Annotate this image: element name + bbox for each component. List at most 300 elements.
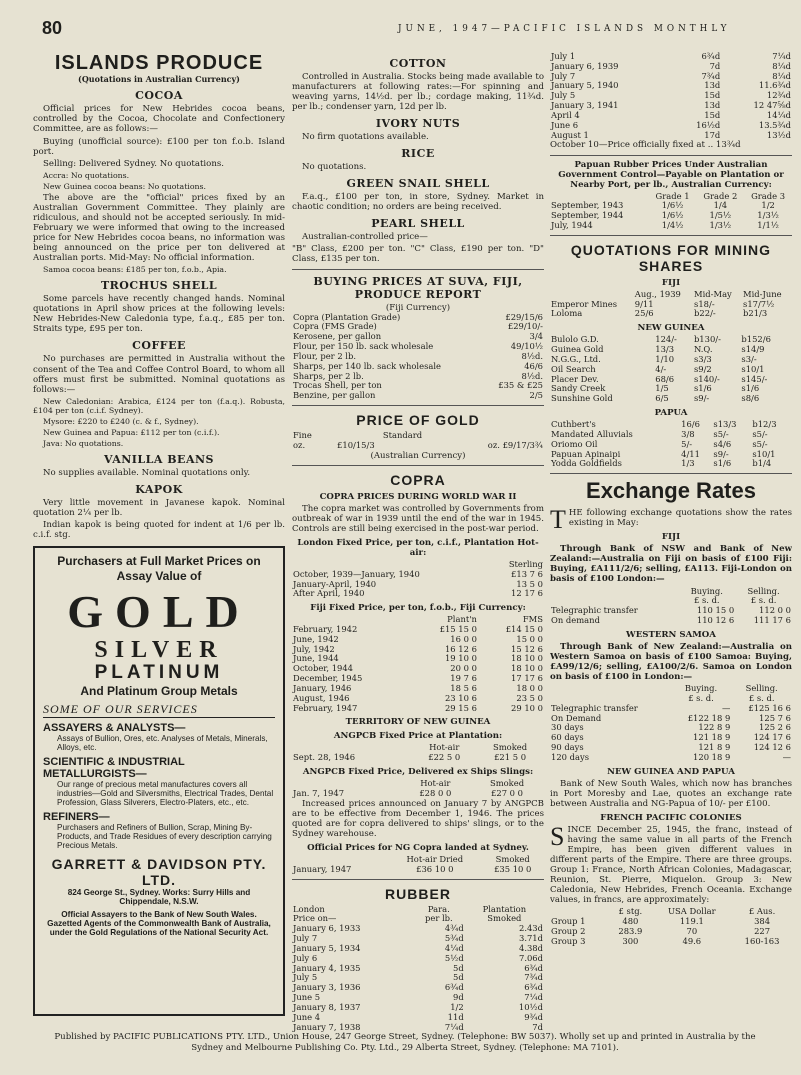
ad-service1-title: ASSAYERS & ANALYSTS—	[43, 722, 186, 735]
copra-london-head: London Fixed Price, per ton, c.i.f., Plantation Hot-air:	[297, 537, 539, 558]
buying: 110 15 0	[696, 605, 735, 616]
copra-p1: The copra market was controlled by Governments from outbreak of war in 1939 until the end of the war in 1945. Controls are still being exercised in the post-war period.	[292, 503, 544, 534]
term: Telegraphic transfer	[551, 702, 638, 713]
mid-may: s3/3	[693, 353, 712, 364]
green-snail-p1: F.a.q., £100 per ton, in store, Sydney. Market in chaotic condition; no orders are being received.	[292, 192, 544, 213]
gold-currency: (Australian Currency)	[370, 450, 466, 461]
plantation: 18 5 6	[450, 682, 477, 693]
suva-currency: (Fiji Currency)	[385, 302, 451, 313]
lsd-label: £ s. d.	[748, 692, 775, 703]
fms: 29 10 0	[511, 702, 543, 713]
fms: 15 0 0	[516, 633, 543, 644]
copra-angpcb2: ANGPCB Fixed Price, Delivered ex Ships Slings:	[302, 767, 534, 778]
ad-silver: SILVER	[94, 636, 224, 663]
page-number: 80	[42, 18, 63, 38]
cocoa-p3: Selling: Delivered Sydney. No quotations.	[43, 158, 225, 169]
exchange-ngp: NEW GUINEA AND PAPUA	[607, 766, 735, 777]
mid-may: N.Q.	[693, 344, 713, 355]
aug-1939: 68/6	[655, 373, 675, 384]
item: Sharps, per 140 lb. sack wholesale	[293, 360, 441, 371]
islands-produce-subtitle: (Quotations in Australian Currency)	[78, 74, 240, 84]
mid-june: b1/4	[752, 458, 772, 469]
grade-label: Grade 1	[655, 190, 690, 201]
company: Cuthbert's	[551, 419, 596, 430]
syd-hotair: £36 10 0	[416, 863, 454, 874]
date: February, 1942	[293, 624, 358, 634]
table-row	[292, 391, 544, 401]
date: January 6, 1933	[293, 923, 361, 934]
plantation: 3.71d	[518, 933, 543, 944]
group: Group 1	[551, 915, 586, 926]
aug-1939: 124/-	[655, 334, 677, 345]
plantation: 20 0 0	[450, 663, 477, 674]
company: Sunshine Gold	[551, 393, 613, 404]
price: £35 & £25	[498, 380, 543, 391]
term: 60 days	[551, 732, 584, 743]
term: 90 days	[551, 741, 584, 752]
para: 15d	[704, 90, 721, 101]
item: Trocas Shell, per ton	[293, 380, 382, 391]
item: Sharps, per 2 lb.	[293, 370, 364, 381]
aug-1939: 25/6	[634, 308, 654, 319]
suva-heading: BUYING PRICES AT SUVA, FIJI, PRODUCE REPORT	[313, 274, 523, 301]
suva-table	[292, 313, 544, 401]
mid-may: s140/-	[693, 373, 720, 384]
company: Oil Search	[551, 363, 596, 374]
fpc-dropcap: S	[550, 821, 565, 851]
table-row	[550, 937, 792, 947]
aug-1939: 5/-	[681, 438, 693, 449]
date: January 5, 1934	[293, 942, 361, 953]
table-row	[292, 704, 544, 714]
currency-label: USA Dollar	[668, 906, 716, 917]
kapok-heading: KAPOK	[135, 483, 183, 497]
plantation: 8¼d	[772, 60, 791, 71]
cocoa-p6: The above are the "official" prices fixed by an Australian Government Committee. They plainly are ridiculous, and should not be accepted seriously. In mid-February we were informed that owing to the increased price for New Hebrides cocoa beans, no information was being announced on the price per ton delivered at Australian ports. Mid-May: No official information.	[33, 192, 285, 264]
exchange-ngp-p: Bank of New South Wales, which now has branches in Port Moresby and Lae, quotes an exchange rate between Australia and NG-Papua of 10/- per £100.	[550, 778, 792, 809]
cocoa-p1: Official prices for New Hebrides cocoa beans, controlled by the Cocoa, Chocolate and Confectionery Committee, are as follows:—	[33, 104, 285, 135]
copra-london-table	[292, 560, 544, 599]
buying: —	[721, 702, 731, 713]
ang2-hotair: £28 0 0	[419, 787, 452, 798]
grade3: 1/1½	[757, 219, 779, 230]
usa-dollar: 49.6	[682, 935, 702, 946]
fpc-table	[550, 907, 792, 946]
selling: 125 7 6	[759, 712, 791, 723]
cocoa-heading: COCOA	[135, 89, 183, 103]
ad-service2-title: SCIENTIFIC & INDUSTRIAL METALLURGISTS—	[43, 756, 185, 781]
aug-1939: 13/3	[655, 344, 675, 355]
period-label: Aug., 1939	[634, 288, 681, 299]
date: July, 1942	[293, 643, 335, 654]
buying: 121 8 9	[698, 741, 731, 752]
para: 6¾d	[444, 982, 464, 993]
plantation: 7.06d	[518, 952, 543, 963]
copra-subheading: COPRA PRICES DURING WORLD WAR II	[319, 491, 517, 502]
ad-firm-name: GARRETT & DAVIDSON PTY. LTD.	[51, 856, 267, 889]
date: June 4	[293, 1011, 321, 1022]
para: 7¼d	[444, 1021, 464, 1032]
rice-heading: RICE	[401, 147, 435, 161]
copra-fiji-table	[292, 615, 544, 713]
selling-label: Selling.	[745, 683, 778, 694]
vanilla-p1: No supplies available. Nominal quotations only.	[43, 468, 251, 479]
price: £29/10/-	[507, 321, 543, 332]
mid-june: s10/1	[741, 363, 765, 374]
buying: 121 18 9	[693, 732, 731, 743]
aus-pound: 384	[754, 915, 771, 926]
date: June 6	[551, 119, 579, 130]
company: Bulolo G.D.	[551, 334, 599, 345]
table-row	[550, 111, 792, 121]
selling: 111 17 6	[753, 615, 791, 625]
table-row	[550, 221, 792, 231]
item: Copra (FMS Grade)	[293, 321, 377, 332]
para: 5¾d	[444, 933, 464, 944]
pearl-heading: PEARL SHELL	[371, 217, 465, 231]
plantation: 19 10 0	[444, 653, 477, 664]
aug-1939: 1/10	[655, 353, 675, 364]
table-row	[550, 459, 792, 469]
selling: £125 16 6	[748, 702, 791, 713]
hot-air-label: Hot-air	[420, 778, 451, 789]
fms: 18 10 0	[511, 663, 543, 674]
aug-1939: 1/5	[655, 383, 669, 394]
plantation: 16 0 0	[450, 633, 477, 644]
coffee-p1: No purchases are permitted in Australia without the consent of the Tea and Coffee Control Board, to whom all offers must first be submitted. Nominal quotations as follows:—	[33, 354, 285, 395]
selling: 124 12 6	[753, 741, 791, 752]
date: September, 1944	[551, 210, 624, 221]
exchange-dropcap: T	[550, 505, 566, 535]
gold-standard-value: £9/17/3¾	[502, 439, 543, 450]
cocoa-p4: Accra: No quotations.	[43, 170, 130, 180]
table-row	[550, 753, 792, 763]
aug-1939: 4/-	[655, 363, 667, 374]
table-row	[550, 714, 792, 724]
para: 11d	[447, 1011, 464, 1022]
cocoa-p5: New Guinea cocoa beans: No quotations.	[43, 181, 207, 191]
smoked-label: Smoked	[495, 853, 530, 864]
date: January 8, 1937	[293, 1001, 361, 1012]
table-row	[292, 983, 544, 993]
kapok-p2: Indian kapok is being quoted for indent at 1/6 per lb. c.i.f. stg.	[33, 520, 285, 541]
mid-june: s1/6	[741, 383, 760, 394]
exchange-samoa-table	[550, 684, 792, 763]
cotton-p1: Controlled in Australia. Stocks being made available to manufacturers at following rates:—For spinning and weaving yarns, 14½d. per lb.; cordage making, 11¾d. per lb.; condenser yarn, 12d per lb.	[292, 72, 544, 113]
divider	[292, 269, 544, 270]
buying: 122 8 9	[698, 722, 731, 733]
ad-fine-print: Official Assayers to the Bank of New South Wales. Gazetted Agents of the Commonwealth Bank of Australia, under the Gold Regulations of the National Security Act.	[47, 910, 271, 938]
mid-may: s1/6	[713, 458, 732, 469]
rubber-h-para: Para.	[427, 903, 450, 914]
divider	[292, 465, 544, 466]
table-row	[550, 62, 792, 72]
table-row	[292, 589, 544, 599]
selling-label: Selling.	[747, 585, 780, 596]
currency-label: £ Aus.	[748, 906, 776, 917]
vanilla-heading: VANILLA BEANS	[104, 453, 214, 467]
exchange-fpc: FRENCH PACIFIC COLONIES	[600, 812, 742, 823]
syd-date: January, 1947	[293, 863, 352, 874]
mining-fiji-table	[550, 290, 792, 319]
exchange-fiji: FIJI	[661, 532, 681, 543]
mid-june: s17/7½	[743, 298, 775, 309]
hot-air-label: Hot-air	[429, 742, 460, 753]
plantation: £15 15 0	[439, 624, 477, 634]
group: Group 3	[551, 935, 586, 946]
mining-ng: NEW GUINEA	[637, 323, 705, 334]
company: Mandated Alluvials	[551, 428, 633, 439]
date: June, 1944	[293, 653, 339, 664]
plantation: 14¼d	[766, 109, 791, 120]
company: Placer Dev.	[551, 373, 599, 384]
mid-june: s14/9	[741, 344, 765, 355]
pearl-p1: Australian-controlled price—	[302, 232, 428, 243]
company: Guinea Gold	[551, 344, 604, 355]
mid-june: s145/-	[741, 373, 768, 384]
fms: 15 12 6	[511, 643, 543, 654]
ad-services-title: SOME OF OUR SERVICES	[43, 702, 275, 718]
rubber-h-smoked: Smoked	[487, 913, 522, 924]
gold-fine-value: £10/15/3	[337, 439, 375, 450]
plantation: 2.43d	[518, 923, 543, 934]
buying: £122 18 9	[687, 712, 731, 723]
buying: 120 18 9	[693, 751, 731, 762]
exchange-fiji-table	[550, 587, 792, 626]
date: July 5	[293, 972, 318, 983]
sterling: 12 17 6	[511, 588, 543, 599]
mining-heading: QUOTATIONS FOR MINING SHARES	[570, 241, 772, 274]
aus-pound: 227	[754, 925, 771, 936]
cocoa-p7: Samoa cocoa beans: £185 per ton, f.o.b., Apia.	[43, 265, 227, 275]
ivory-p1: No firm quotations available.	[302, 132, 429, 143]
grade1: 1/4½	[661, 219, 684, 230]
rubber-table-cont	[550, 52, 792, 140]
ang1-hotair: £22 5 0	[428, 752, 461, 763]
para: 4¼d	[444, 942, 464, 953]
plantation: 13.5¾d	[758, 119, 791, 130]
table-row	[292, 1023, 544, 1033]
usa-dollar: 70	[686, 925, 698, 936]
mining-fiji: FIJI	[661, 277, 681, 288]
plantation: 9¾d	[524, 1011, 543, 1022]
gold-oz2: oz.	[487, 439, 500, 450]
papuan-heading: Papuan Rubber Prices Under Australian Government Control—Payable on Plantation or Nearby Port, per lb., Australian Currency:	[558, 159, 784, 190]
company: Yodda Goldfields	[551, 458, 622, 469]
plantation: 4.38d	[518, 942, 543, 953]
table-row	[292, 944, 544, 954]
date: June, 1942	[293, 633, 339, 644]
para: 1/2	[450, 1001, 464, 1012]
term: 30 days	[551, 722, 584, 733]
term: On Demand	[551, 712, 602, 723]
gold-heading: PRICE OF GOLD	[356, 412, 480, 429]
mid-may: b22/-	[694, 308, 716, 319]
mid-may: s4/6	[713, 438, 732, 449]
plantation: 7¼d	[772, 52, 791, 61]
pearl-p2: "B" Class, £200 per ton. "C" Class, £190 per ton. "D" Class, £135 per ton.	[292, 244, 544, 265]
mining-papua-table	[550, 420, 792, 469]
grade1: 1/6½	[661, 200, 684, 211]
plantation: 8¼d	[772, 70, 791, 81]
divider	[550, 155, 792, 156]
plantation: 16 12 6	[444, 643, 477, 654]
copra-angpcb1: ANGPCB Fixed Price at Plantation:	[333, 731, 503, 742]
mid-june: b12/3	[752, 419, 777, 430]
green-snail-heading: GREEN SNAIL SHELL	[346, 177, 490, 191]
ad-platinum: PLATINUM	[94, 662, 224, 684]
column-middle	[292, 52, 544, 1032]
publisher-footer: Published by PACIFIC PUBLICATIONS PTY. LTD., Union House, 247 George Street, Sydney. (Telephone: BW 5037). Wholly set up and printed in Australia by the Sydney and Melbourne Publishing Co. Pty. Ltd., 29 Alberta Street, Sydney. (Telephone: MA 7101).	[54, 1032, 756, 1053]
date: July 5	[551, 90, 576, 101]
mid-june: b152/6	[741, 334, 771, 345]
price: £29/15/6	[505, 311, 543, 322]
buying-label: Buying.	[684, 683, 718, 694]
smoked-label: Smoked	[489, 778, 525, 789]
plantation: 23 10 6	[444, 692, 477, 703]
papuan-table	[550, 192, 792, 231]
para: 9d	[452, 992, 464, 1003]
grade-label: Grade 3	[751, 190, 786, 201]
date: June 5	[293, 992, 321, 1003]
grade-label: Grade 2	[703, 190, 738, 201]
company: Sandy Creek	[551, 383, 606, 394]
plantation: 29 15 6	[444, 702, 477, 713]
exchange-fiji-p: Through Bank of NSW and Bank of New Zealand:—Australia on Fiji on basis of £100 Fiji: Buying, £A111/2/6; selling, £A113. Fiji-London on basis of £100 London:—	[550, 544, 792, 585]
rice-p1: No quotations.	[302, 162, 367, 173]
mid-june: s10/1	[752, 448, 776, 459]
date: January 3, 1936	[293, 982, 361, 993]
fpc-text: INCE December 25, 1945, the franc, instead of having the same value in all parts of the French Empire, has been given different values in different parts of the Empire. There are three groups. Group 1: France, North African Colonies, Madagascar, Reunion, St. Pierre, Miquelon. Group 3: New Caledonia, New Hebrides, French Oceania. Exchange values, in francs, are approximately:	[550, 824, 792, 906]
gold-oz1: oz.	[293, 439, 306, 450]
exchange-heading: Exchange Rates	[586, 478, 756, 504]
period-label: Mid-May	[694, 288, 732, 299]
mid-june: s8/6	[741, 393, 760, 404]
para: 13d	[704, 80, 721, 91]
ang1-date: Sept. 28, 1946	[293, 752, 356, 763]
sterling: 480	[622, 915, 639, 926]
buying-label: Buying.	[690, 585, 723, 596]
grade3: 1/2	[761, 200, 775, 211]
selling: 112 0 0	[759, 605, 791, 616]
plantation: 10½d	[518, 1001, 543, 1012]
ad-service3-title: REFINERS—	[43, 811, 110, 824]
sterling: 283.9	[618, 925, 643, 936]
mid-may: s9/-	[693, 393, 710, 404]
plantation: 7¾d	[524, 972, 543, 983]
usa-dollar: 119.1	[679, 915, 704, 926]
copra-p2: Increased prices announced on January 7 by ANGPCB are to be effective from December 1, 1946. The prices quoted are for copra delivered to ships' slings, or to the Sydney warehouse.	[292, 798, 544, 839]
table-row	[292, 964, 544, 974]
item: Flour, per 150 lb. sack wholesale	[293, 341, 434, 352]
date: September, 1943	[551, 200, 624, 211]
price: 3/4	[529, 331, 543, 342]
price: 46/6	[524, 360, 543, 371]
ad-platinum-group: And Platinum Group Metals	[80, 684, 238, 699]
table-row	[550, 309, 792, 319]
syd-smoked: £35 10 0	[494, 863, 532, 874]
plantation: 7d	[532, 1021, 543, 1032]
transfer-type: Telegraphic transfer	[551, 605, 638, 616]
garrett-davidson-advertisement	[33, 546, 285, 1016]
period: October, 1939—January, 1940	[293, 568, 420, 579]
plantation: 19 7 6	[450, 673, 477, 684]
period: January-April, 1940	[293, 578, 377, 589]
table-row	[550, 101, 792, 111]
item: Copra (Plantation Grade)	[293, 311, 401, 322]
table-row	[550, 131, 792, 141]
aug-1939: 3/8	[681, 428, 695, 439]
date: July 7	[551, 70, 576, 81]
grade3: 1/3½	[757, 210, 779, 221]
period: After April, 1940	[293, 588, 365, 599]
sterling-label: Sterling	[508, 558, 543, 569]
date: December, 1945	[293, 673, 363, 684]
date: January, 1946	[293, 682, 352, 693]
gold-standard-label: Standard	[382, 430, 423, 441]
coffee-p3: Mysore: £220 to £240 (c. & f., Sydney).	[43, 416, 199, 426]
fms-label: FMS	[522, 614, 543, 625]
date: July 6	[293, 952, 318, 963]
mid-june: s3/-	[741, 353, 757, 364]
aug-1939: 1/3	[681, 458, 695, 469]
aug-1939: 16/6	[681, 419, 700, 430]
mid-may: s18/-	[694, 298, 715, 309]
sterling: 300	[622, 935, 639, 946]
fms: 17 17 6	[511, 673, 543, 684]
mid-may: b130/-	[693, 334, 721, 345]
para: 5d	[452, 962, 464, 973]
sterling: 13 5 0	[516, 578, 543, 589]
gold-table	[292, 431, 544, 451]
para: 6¾d	[701, 52, 721, 61]
ad-service1-text: Assays of Bullion, Ores, etc. Analyses of Metals, Minerals, Alloys, etc.	[57, 734, 268, 753]
rubber-h-london: London	[293, 903, 325, 914]
copra-sydney-head: Official Prices for NG Copra landed at Sydney.	[307, 842, 529, 853]
price: 2/5	[529, 390, 543, 401]
grade1: 1/6½	[661, 210, 684, 221]
fms: 18 0 0	[516, 682, 543, 693]
plantation: 11.6¾d	[758, 80, 791, 91]
ivory-heading: IVORY NUTS	[375, 117, 461, 131]
sterling: £13 7 6	[511, 568, 543, 579]
selling: 124 17 6	[753, 732, 791, 743]
copra-ang2-table	[292, 779, 544, 799]
price: 8½d.	[521, 370, 543, 381]
grade2: 1/4	[713, 200, 728, 211]
trochus-heading: TROCHUS SHELL	[100, 279, 218, 293]
fms: 18 10 0	[511, 653, 543, 664]
date: July, 1944	[551, 219, 593, 230]
mid-may: s1/6	[693, 383, 712, 394]
divider	[292, 405, 544, 406]
lsd-label: £ s. d.	[688, 692, 714, 703]
cotton-heading: COTTON	[389, 57, 447, 70]
mid-may: s5/-	[713, 428, 729, 439]
coffee-heading: COFFEE	[132, 339, 186, 353]
exchange-samoa-p: Through Bank of New Zealand:—Australia on Western Samoa on basis of £100 Samoa: Buying, £A99/12/6; selling, £A100/2/6. Samoa on London on basis of £100 in London:—	[550, 641, 792, 682]
table-row	[550, 616, 792, 626]
item: Flour, per 2 lb.	[293, 350, 357, 361]
fms: 23 5 0	[516, 692, 543, 703]
aus-pound: 160-163	[744, 935, 780, 946]
ad-gold: GOLD	[67, 586, 251, 638]
running-head: JUNE, 1947—PACIFIC ISLANDS MONTHLY	[398, 24, 731, 34]
date: February, 1947	[293, 702, 358, 713]
lsd-label: £ s. d.	[693, 595, 720, 606]
coffee-p5: Java: No quotations.	[43, 439, 124, 449]
plantation: 12 47⅝d	[753, 100, 791, 111]
